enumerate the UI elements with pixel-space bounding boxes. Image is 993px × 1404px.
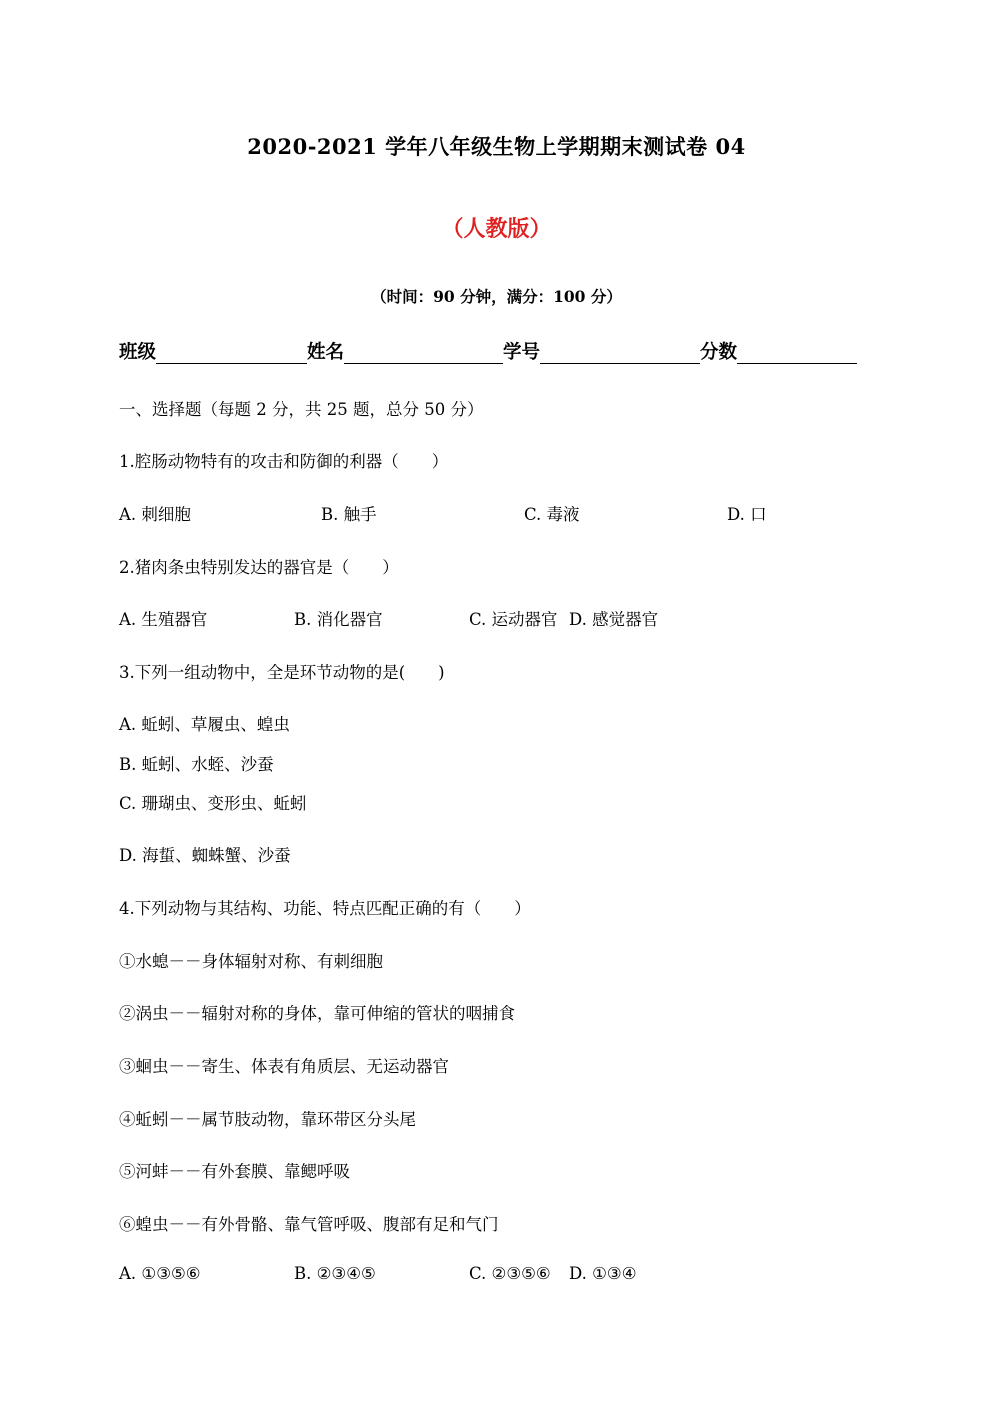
question-stem: 3.下列一组动物中，全是环节动物的是( ) <box>119 663 445 682</box>
score-label: 分数 <box>700 342 738 363</box>
option-a[interactable]: A. 生殖器官 <box>119 610 208 629</box>
statement-item: ④蚯蚓－－属节肢动物，靠环带区分头尾 <box>119 1110 416 1129</box>
option-b[interactable]: B. 触手 <box>321 505 377 524</box>
statement-item: ⑤河蚌－－有外套膜、靠鳃呼吸 <box>119 1162 350 1181</box>
statement-item: ②涡虫－－辐射对称的身体，靠可伸缩的管状的咽捕食 <box>119 1004 515 1023</box>
question-stem: 4.下列动物与其结构、功能、特点匹配正确的有（ ） <box>119 899 531 918</box>
student-info-row <box>119 338 857 364</box>
exam-info: （时间：90 分钟，满分：100 分） <box>371 287 622 306</box>
option-a[interactable]: A. ①③⑤⑥ <box>119 1264 201 1283</box>
option-d[interactable]: D. 口 <box>727 505 767 524</box>
option-a[interactable]: A. 刺细胞 <box>119 505 191 524</box>
option-c[interactable]: C. 珊瑚虫、变形虫、蚯蚓 <box>119 794 307 813</box>
statement-item: ①水螅－－身体辐射对称、有刺细胞 <box>119 952 383 971</box>
option-c[interactable]: C. ②③⑤⑥ <box>469 1264 551 1283</box>
option-a[interactable]: A. 蚯蚓、草履虫、蝗虫 <box>119 715 290 734</box>
question-stem: 1.腔肠动物特有的攻击和防御的利器（ ） <box>119 452 449 471</box>
option-c[interactable]: C. 毒液 <box>524 505 580 524</box>
statement-item: ③蛔虫－－寄生、体表有角质层、无运动器官 <box>119 1057 449 1076</box>
option-b[interactable]: B. ②③④⑤ <box>294 1264 376 1283</box>
section-heading: 一、选择题（每题 2 分，共 25 题，总分 50 分） <box>119 400 484 419</box>
edition-label: （人教版） <box>441 216 552 242</box>
statement-item: ⑥蝗虫－－有外骨骼、靠气管呼吸、腹部有足和气门 <box>119 1215 499 1234</box>
option-b[interactable]: B. 蚯蚓、水蛭、沙蚕 <box>119 755 274 774</box>
score-field[interactable] <box>737 341 857 364</box>
option-d[interactable]: D. ①③④ <box>569 1264 637 1283</box>
student-id-field[interactable] <box>540 341 700 364</box>
option-d[interactable]: D. 海蜇、蜘蛛蟹、沙蚕 <box>119 846 291 865</box>
class-field[interactable] <box>156 341 307 364</box>
name-label: 姓名 <box>307 342 345 363</box>
document-title: 2020-2021 学年八年级生物上学期期末测试卷 04 <box>247 134 746 159</box>
option-b[interactable]: B. 消化器官 <box>294 610 383 629</box>
option-d[interactable]: D. 感觉器官 <box>569 610 659 629</box>
name-field[interactable] <box>344 341 503 364</box>
student-id-label: 学号 <box>503 342 541 363</box>
class-label: 班级 <box>119 342 157 363</box>
option-c[interactable]: C. 运动器官 <box>469 610 558 629</box>
question-stem: 2.猪肉条虫特别发达的器官是（ ） <box>119 558 399 577</box>
